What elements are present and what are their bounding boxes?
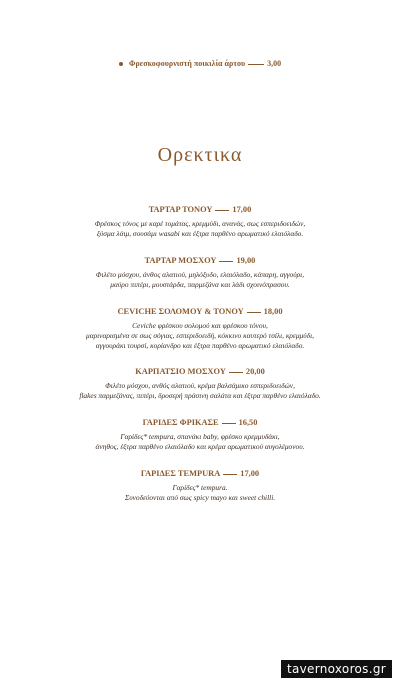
- dish-price: 18,00: [263, 307, 283, 316]
- dish-desc-line: Φρέσκος τόνος με καρέ τομάτας, κρεμμύδι, ανανάς, σως εσπεριδοειδών,: [94, 219, 306, 228]
- dish-desc-line: flakes παρμεζάνας, πιπέρι, δροσερή πράσινη σαλάτα και έξτρα παρθένο ελαιόλαδο.: [79, 391, 321, 400]
- dish-name: ΤΑΡΤΑΡ ΤΟΝΟΥ: [148, 205, 213, 214]
- dish-item: [0, 256, 400, 290]
- dish-desc-line: άνηθος, έξτρα παρθένο ελαιόλαδο και κρέμα αρωματικού αυγολέμονου.: [95, 442, 305, 451]
- dish-desc-line: Γαρίδες* tempura.: [172, 483, 228, 492]
- dish-name: ΓΑΡΙΔΕΣ TEMPURA: [140, 469, 221, 478]
- dish-price: 16,50: [238, 418, 258, 427]
- dish-item: [0, 469, 400, 503]
- dish-item: [0, 367, 400, 401]
- dish-price: 19,00: [236, 256, 256, 265]
- dish-desc-line: μαύρο πιπέρι, μουστάρδα, παρμεζάνα και λάδι σχοινόπρασου.: [110, 280, 290, 289]
- bread-price: 3,00: [267, 59, 282, 68]
- price-dash: [229, 372, 243, 373]
- dish-price: 17,00: [240, 469, 260, 478]
- dish-price: 17,00: [232, 205, 252, 214]
- price-dash: [215, 210, 229, 211]
- price-dash: [222, 423, 236, 424]
- price-dash: [219, 261, 233, 262]
- dish-name: CEVICHE ΣΟΛΟΜΟΥ & ΤΟΝΟΥ: [117, 307, 244, 316]
- bread-label: Φρεσκοφουρνιστή ποικιλία άρτου: [128, 59, 246, 68]
- dish-desc-line: μαριναρισμένα σε σως σόγιας, εσπεριδοειδή, κόκκινο καυτερό τσίλι, κρεμμύδι,: [85, 331, 314, 340]
- price-dash: [248, 64, 264, 65]
- section-title: Ορεκτικα: [157, 144, 243, 166]
- dish-item: [0, 205, 400, 239]
- dish-name: ΚΑΡΠΑΤΣΙΟ ΜΟΣΧΟΥ: [135, 367, 226, 376]
- dish-desc-line: ξύσμα λάιμ, σουσάμι wasabi και έξτρα παρθένο αρωματικό ελαιόλαδο.: [96, 229, 304, 238]
- dish-item: [0, 307, 400, 351]
- bullet-icon: [119, 62, 123, 66]
- dish-desc-line: Φιλέτο μόσχου, άνθος αλατιού, μηλόξυδο, ελαιόλαδο, κάπαρη, αγγούρι,: [95, 270, 305, 279]
- bread-item: [0, 59, 400, 68]
- dish-desc-line: Ceviche φρέσκου σολομού και φρέσκου τόνου,: [132, 321, 268, 330]
- site-watermark: tavernoxoros.gr: [281, 660, 392, 678]
- dish-name: ΓΑΡΙΔΕΣ ΦΡΙΚΑΣΕ: [142, 418, 219, 427]
- price-dash: [247, 312, 261, 313]
- dish-desc-line: Συνοδεύονται από σως spicy mayo και sweet chilli.: [124, 493, 276, 502]
- price-dash: [223, 474, 237, 475]
- dish-price: 20,00: [245, 367, 265, 376]
- dish-desc-line: Φιλέτο μόσχου, ανθός αλατιού, κρέμα βαλσάμικο εσπεριδοειδών,: [105, 381, 295, 390]
- dish-name: ΤΑΡΤΑΡ ΜΟΣΧΟΥ: [144, 256, 217, 265]
- dish-desc-line: αγγουράκι τουρσί, κορίανδρο και έξτρα παρθένο αρωματικό ελαιόλαδο.: [95, 341, 305, 350]
- dish-desc-line: Γαρίδες* tempura, σπανάκι baby, φρέσκο κρεμμυδάκι,: [120, 432, 280, 441]
- dish-item: [0, 418, 400, 452]
